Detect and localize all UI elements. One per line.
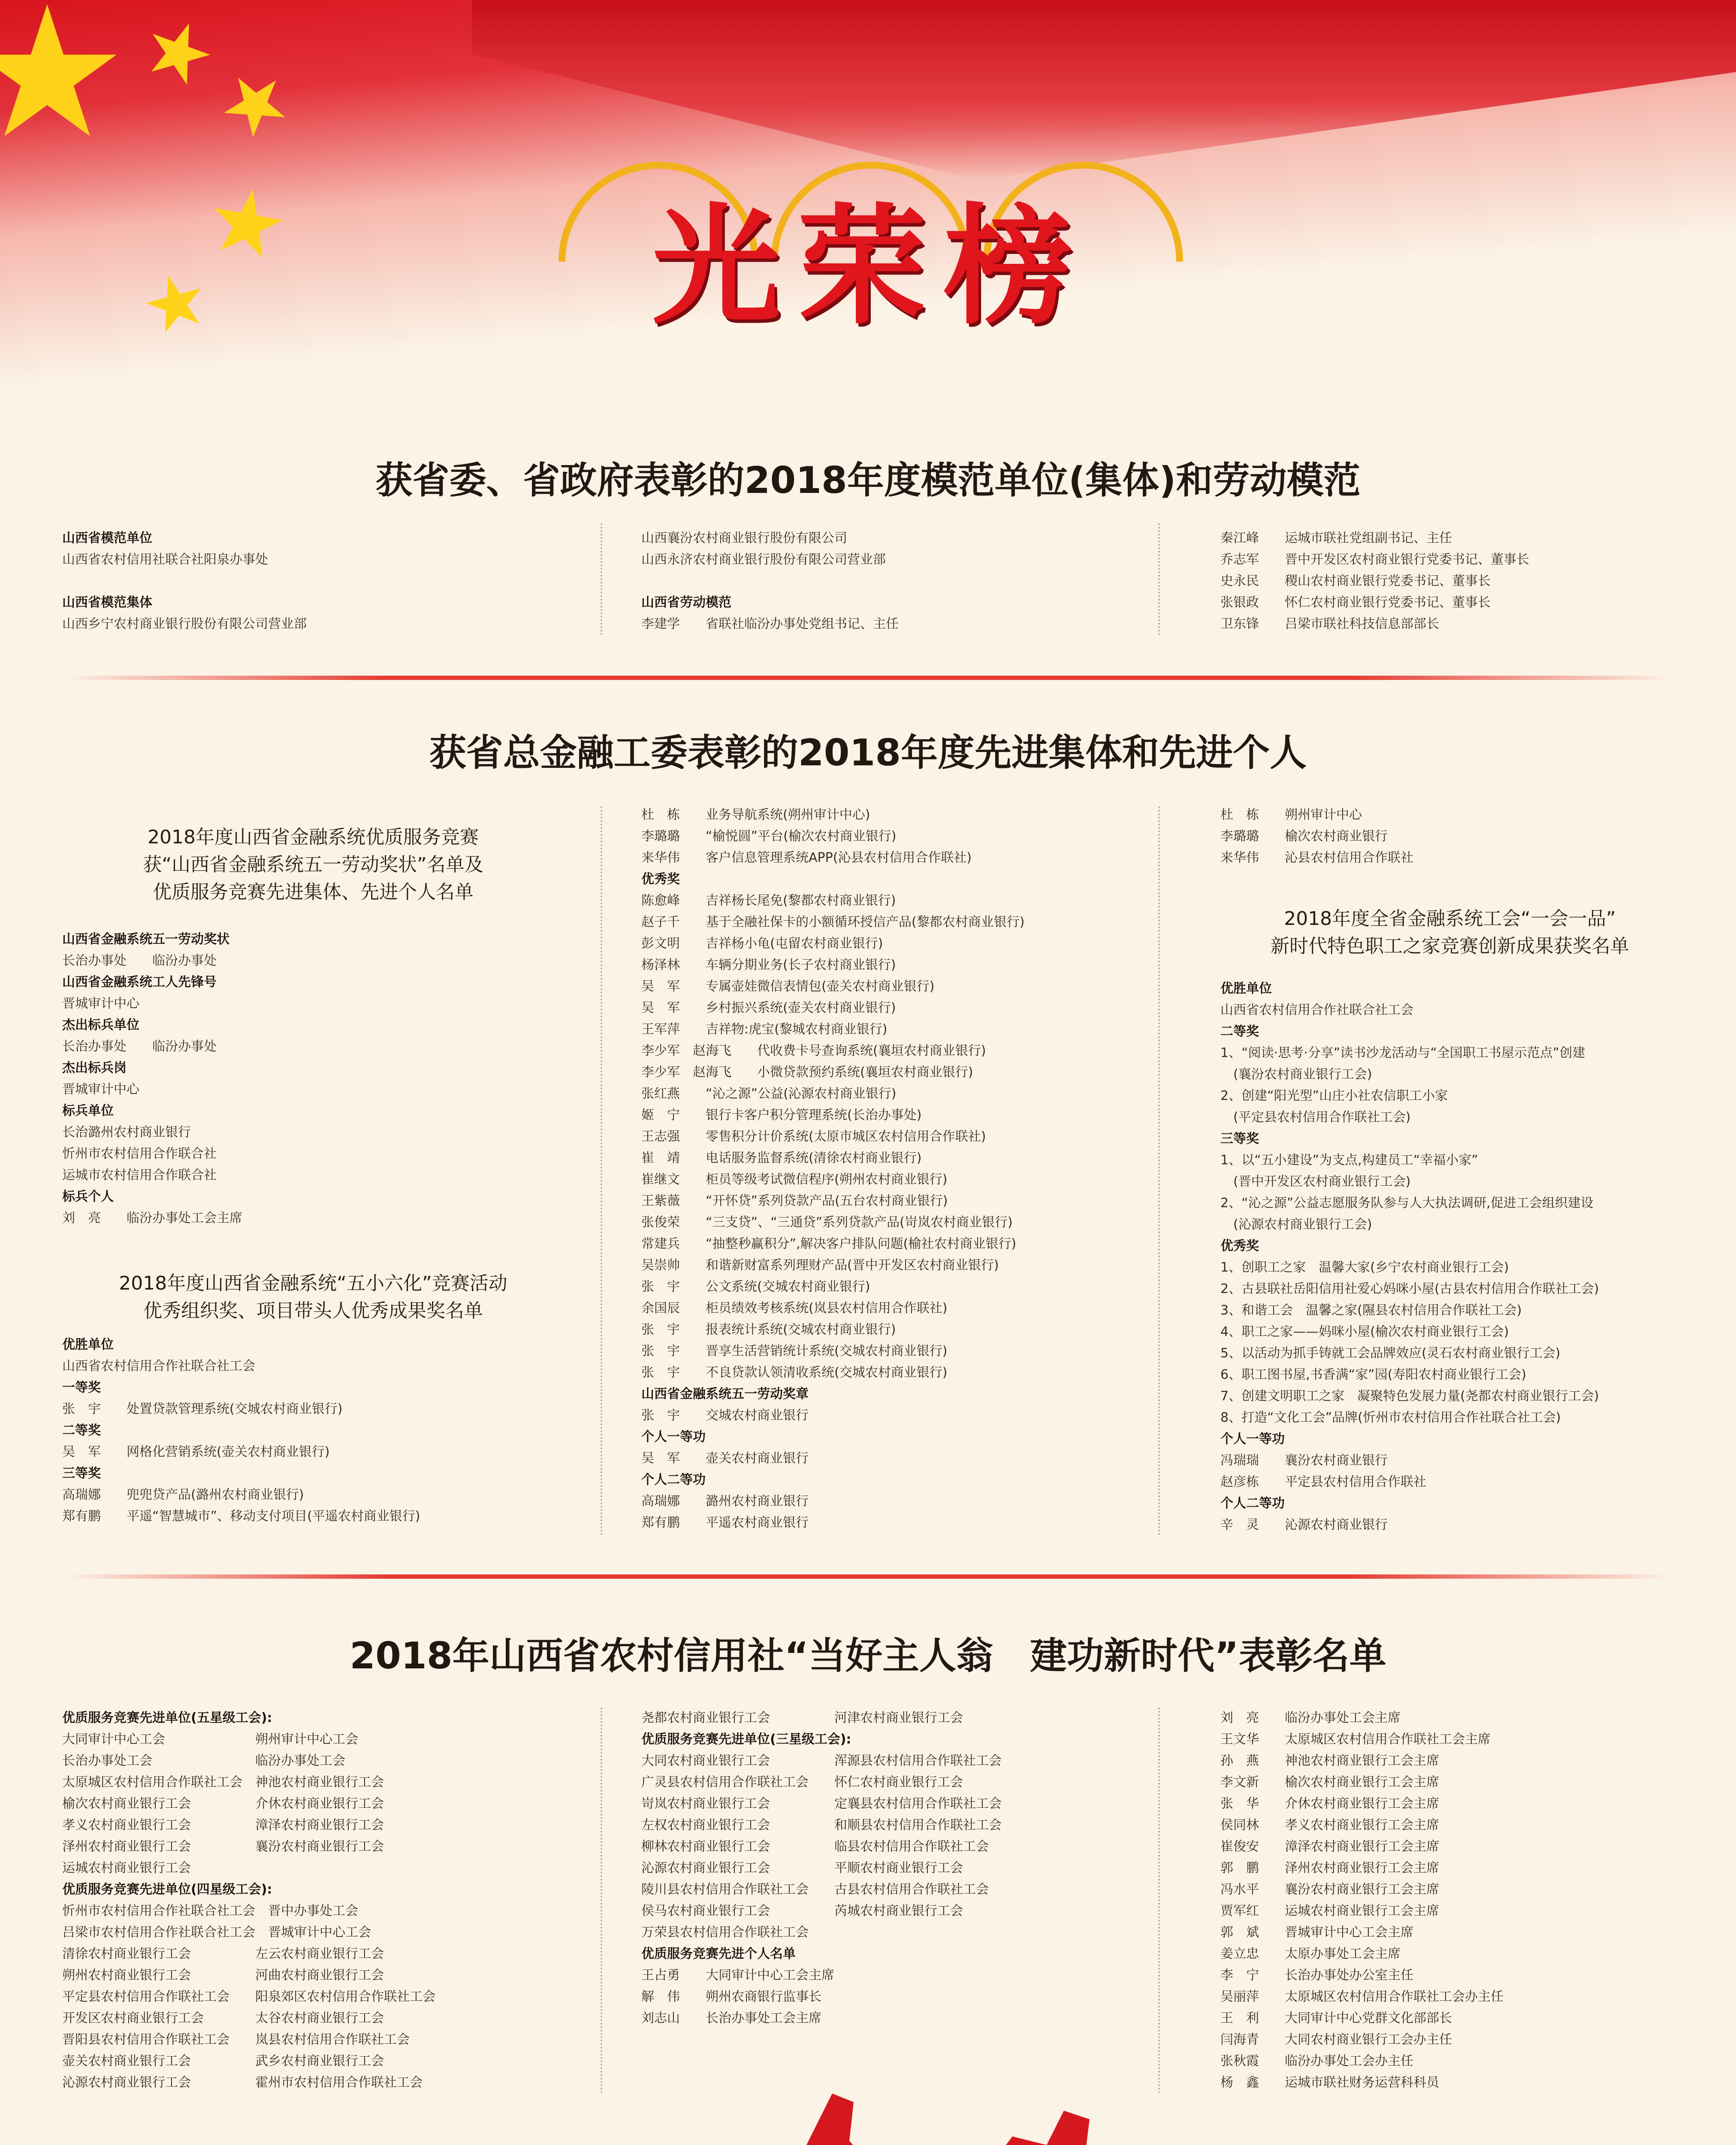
category-heading: 山西省金融系统五一劳动奖章 (641, 1387, 809, 1402)
s3-column-1 (62, 1707, 435, 2094)
list-item: 李文新 榆次农村商业银行工会主席 (1220, 1775, 1439, 1790)
category-heading: 个人一等功 (641, 1429, 706, 1444)
list-item: 解 伟 朔州农商银行监事长 (641, 1989, 821, 2004)
list-item: 张 宇 交城农村商业银行 (641, 1408, 809, 1423)
list-item: 平定县农村信用合作联社工会 阳泉郊区农村信用合作联社工会 (62, 1989, 435, 2004)
category-heading: 山西省劳动模范 (641, 595, 731, 610)
list-item: 贾军红 运城农村商业银行工会主席 (1220, 1903, 1439, 1918)
s1-column-2 (641, 528, 899, 635)
list-item: 王占勇 大同审计中心工会主席 (641, 1968, 834, 1983)
list-item: 余国辰 柜员绩效考核系统(岚县农村信用合作联社) (641, 1301, 948, 1316)
list-item: 1、以“五小建设”为支点,构建员工“幸福小家” (1220, 1153, 1478, 1168)
list-item: 崔俊安 漳泽农村商业银行工会主席 (1220, 1839, 1439, 1854)
category-heading: 三等奖 (1220, 1131, 1259, 1146)
list-item: 张俊荣 “三支贷”、“三通贷”系列贷款产品(岢岚农村商业银行) (641, 1215, 1013, 1230)
category-heading: 杰出标兵单位 (62, 1018, 139, 1033)
list-item: 尧都农村商业银行工会 河津农村商业银行工会 (641, 1710, 963, 1725)
list-item: 刘 亮 临汾办事处工会主席 (62, 1211, 242, 1226)
list-item: 崔继文 柜员等级考试微信程序(朔州农村商业银行) (641, 1172, 948, 1187)
section-3-heading: 2018年山西省农村信用社“当好主人翁 建功新时代”表彰名单 (350, 1634, 1386, 1677)
category-heading: 三等奖 (62, 1466, 101, 1481)
list-item: 彭文明 吉祥杨小龟(屯留农村商业银行) (641, 936, 883, 951)
list-item: 晋城审计中心 (62, 1082, 139, 1097)
list-item: 李少军 赵海飞 代收费卡号查询系统(襄垣农村商业银行) (641, 1043, 986, 1058)
subheading-line: 优秀组织奖、项目带头人优秀成果奖名单 (143, 1300, 483, 1322)
s2-column-1a (62, 929, 242, 1229)
list-item: 侯同林 孝义农村商业银行工会主席 (1220, 1818, 1439, 1833)
list-item: 运城市农村信用合作联合社 (62, 1168, 217, 1183)
list-item: 崔 靖 电话服务监督系统(清徐农村商业银行) (641, 1151, 922, 1166)
list-item: 运城农村商业银行工会 (62, 1861, 191, 1876)
category-heading: 山西省模范单位 (62, 531, 152, 546)
list-item: 沁源农村商业银行工会 平顺农村商业银行工会 (641, 1861, 963, 1876)
category-heading: 优质服务竞赛先进个人名单 (641, 1946, 796, 1961)
list-item: 郭 斌 晋城审计中心工会主席 (1220, 1925, 1413, 1940)
list-item: 吕梁市农村信用合作社联合社工会 晋城审计中心工会 (62, 1925, 371, 1940)
list-item: 3、和谐工会 温馨之家(隰县农村信用合作联社工会) (1220, 1303, 1522, 1318)
list-item: 万荣县农村信用合作联社工会 (641, 1925, 809, 1940)
list-item: 王志强 零售积分计价系统(太原市城区农村信用合作联社) (641, 1129, 986, 1144)
list-item: 王军萍 吉祥物:虎宝(黎城农村商业银行) (641, 1022, 888, 1037)
list-item: 开发区农村商业银行工会 太谷农村商业银行工会 (62, 2011, 384, 2026)
list-item: 5、以活动为抓手铸就工会品牌效应(灵石农村商业银行工会) (1220, 1346, 1561, 1361)
list-item: 陵川县农村信用合作联社工会 古县农村信用合作联社工会 (641, 1882, 989, 1897)
list-item: 赵彦栋 平定县农村信用合作联社 (1220, 1474, 1426, 1489)
list-item: 太原城区农村信用合作联社工会 神池农村商业银行工会 (62, 1775, 384, 1790)
list-item: 吴崇帅 和谐新财富系列理财产品(晋中开发区农村商业银行) (641, 1258, 999, 1273)
list-item: (襄汾农村商业银行工会) (1220, 1067, 1372, 1082)
s2-column-2 (641, 804, 1024, 1534)
list-item: 乔志军 晋中开发区农村商业银行党委书记、董事长 (1220, 552, 1529, 567)
list-item: 王紫薇 “开怀贷”系列贷款产品(五台农村商业银行) (641, 1193, 948, 1208)
list-item: 泽州农村商业银行工会 襄汾农村商业银行工会 (62, 1839, 384, 1854)
small-star-icon (210, 189, 283, 262)
s2-subheading-3 (1184, 905, 1716, 960)
list-item: 张 宇 处置贷款管理系统(交城农村商业银行) (62, 1402, 343, 1417)
list-item: 山西永济农村商业银行股份有限公司营业部 (641, 552, 886, 567)
list-item: 7、创建文明职工之家 凝聚特色发展力量(尧都农村商业银行工会) (1220, 1389, 1599, 1404)
list-item: 秦江峰 运城市联社党组副书记、主任 (1220, 531, 1452, 546)
list-item: 2、古县联社岳阳信用社爱心妈咪小屋(古县农村信用合作联社工会) (1220, 1281, 1599, 1296)
list-item: 侯马农村商业银行工会 芮城农村商业银行工会 (641, 1903, 963, 1918)
category-heading: 二等奖 (62, 1423, 101, 1438)
list-item: 山西省农村信用合作社联合社工会 (62, 1359, 255, 1374)
subheading-line: 2018年度山西省金融系统“五小六化”竞赛活动 (119, 1272, 507, 1294)
list-item: 壶关农村商业银行工会 武乡农村商业银行工会 (62, 2054, 384, 2069)
list-item: 山西省农村信用社联合社阳泉办事处 (62, 552, 268, 567)
subheading-line: 2018年度全省金融系统工会“一会一品” (1284, 908, 1616, 930)
category-heading: 优胜单位 (1220, 981, 1272, 996)
list-item: 辛 灵 沁源农村商业银行 (1220, 1517, 1388, 1532)
list-item: 大同农村商业银行工会 浑源县农村信用合作联社工会 (641, 1753, 1002, 1768)
list-item: 2、“沁之源”公益志愿服务队参与人大执法调研,促进工会组织建设 (1220, 1196, 1594, 1211)
subheading-line: 优质服务竞赛先进集体、先进个人名单 (153, 881, 474, 903)
list-item: 姬 宁 银行卡客户积分管理系统(长治办事处) (641, 1108, 922, 1123)
list-item: 张红燕 “沁之源”公益(沁源农村商业银行) (641, 1086, 897, 1101)
list-item: 陈愈峰 吉祥杨长尾免(黎都农村商业银行) (641, 893, 896, 908)
list-item: 长治办事处 临汾办事处 (62, 953, 217, 968)
list-item: 山西乡宁农村商业银行股份有限公司营业部 (62, 616, 307, 631)
category-heading: 优胜单位 (62, 1337, 114, 1352)
small-star-icon (146, 21, 210, 86)
list-item: 岢岚农村商业银行工会 定襄县农村信用合作联社工会 (641, 1796, 1002, 1811)
list-item: 李少军 赵海飞 小微贷款预约系统(襄垣农村商业银行) (641, 1065, 973, 1080)
list-item: 长治潞州农村商业银行 (62, 1125, 191, 1140)
list-item: 山西省农村信用合作社联合社工会 (1220, 1003, 1413, 1018)
list-item: 姜立忠 太原办事处工会主席 (1220, 1946, 1401, 1961)
column-divider (601, 523, 602, 635)
list-item: 吴 军 网格化营销系统(壶关农村商业银行) (62, 1444, 330, 1459)
list-item: 杨泽林 车辆分期业务(长子农村商业银行) (641, 958, 896, 973)
spacer (641, 571, 899, 592)
list-item: 冯瑞瑞 襄汾农村商业银行 (1220, 1453, 1388, 1468)
category-heading: 优秀奖 (641, 872, 680, 887)
list-item: 刘 亮 临汾办事处工会主席 (1220, 1710, 1401, 1725)
list-item: 张银政 怀仁农村商业银行党委书记、董事长 (1220, 595, 1491, 610)
large-star-icon (0, 4, 120, 150)
category-heading: 优秀奖 (1220, 1239, 1259, 1254)
category-heading: 山西省模范集体 (62, 595, 152, 610)
list-item: 闫海青 大同农村商业银行工会办主任 (1220, 2032, 1452, 2047)
subheading-line: 新时代特色职工之家竞赛创新成果获奖名单 (1271, 935, 1629, 957)
list-item: 吴 军 专属壶娃微信表情包(壶关农村商业银行) (641, 979, 935, 994)
list-item: 1、创职工之家 温馨大家(乡宁农村商业银行工会) (1220, 1260, 1509, 1275)
subheading-line: 2018年度山西省金融系统优质服务竞赛 (148, 826, 479, 848)
spacer (62, 571, 307, 592)
list-item: 李建学 省联社临汾办事处党组书记、主任 (641, 616, 899, 631)
s3-column-3 (1220, 1707, 1504, 2094)
category-heading: 二等奖 (1220, 1024, 1259, 1039)
list-item: 杜 栋 朔州审计中心 (1220, 807, 1362, 822)
s1-column-1 (62, 528, 307, 635)
list-item: 杨 鑫 运城市联社财务运营科科员 (1220, 2075, 1439, 2090)
category-heading: 标兵单位 (62, 1103, 114, 1118)
list-item: 刘志山 长治办事处工会主席 (641, 2011, 821, 2026)
list-item: 大同审计中心工会 朔州审计中心工会 (62, 1732, 358, 1747)
list-item: 郭 鹏 泽州农村商业银行工会主席 (1220, 1861, 1439, 1876)
list-item: 4、职工之家——妈咪小屋(榆次农村商业银行工会) (1220, 1324, 1509, 1339)
list-item: 王 利 大同审计中心党群文化部部长 (1220, 2011, 1452, 2026)
column-divider (601, 1707, 602, 2094)
s3-column-2 (641, 1707, 1002, 2029)
list-item: 忻州市农村信用合作联合社 (62, 1146, 217, 1161)
list-item: 来华伟 沁县农村信用合作联社 (1220, 850, 1413, 865)
list-item: 高瑞娜 兜兜贷产品(潞州农村商业银行) (62, 1487, 304, 1502)
column-divider (601, 807, 602, 1536)
list-item: 常建兵 “抽整秒赢积分”,解决客户排队问题(榆社农村商业银行) (641, 1236, 1017, 1251)
list-item: 孝义农村商业银行工会 漳泽农村商业银行工会 (62, 1818, 384, 1833)
page-title: 光荣榜 (652, 190, 1090, 341)
list-item: 清徐农村商业银行工会 左云农村商业银行工会 (62, 1946, 384, 1961)
workers-cityscape-illustration (0, 2042, 1736, 2145)
category-heading: 个人二等功 (1220, 1496, 1285, 1511)
list-item: 晋阳县农村信用合作联社工会 岚县农村信用合作联社工会 (62, 2032, 410, 2047)
list-item: 张 宇 报表统计系统(交城农村商业银行) (641, 1322, 896, 1337)
list-item: 左权农村商业银行工会 和顺县农村信用合作联社工会 (641, 1818, 1002, 1833)
column-divider (1158, 807, 1160, 1536)
section-2-heading: 获省总金融工委表彰的2018年度先进集体和先进个人 (429, 731, 1307, 774)
list-item: 长治办事处 临汾办事处 (62, 1039, 217, 1054)
list-item: 朔州农村商业银行工会 河曲农村商业银行工会 (62, 1968, 384, 1983)
small-star-icon (146, 275, 206, 335)
list-item: 郑有鹏 平遥农村商业银行 (641, 1515, 809, 1530)
subheading-line: 获“山西省金融系统五一劳动奖状”名单及 (143, 854, 483, 876)
category-heading: 杰出标兵岗 (62, 1060, 127, 1076)
list-item: 杜 栋 业务导航系统(朔州审计中心) (641, 807, 870, 822)
category-heading: 优质服务竞赛先进单位(三星级工会): (641, 1732, 851, 1747)
list-item: 山西襄汾农村商业银行股份有限公司 (641, 531, 847, 546)
list-item: 张秋霞 临汾办事处工会办主任 (1220, 2054, 1413, 2069)
list-item: 沁源农村商业银行工会 霍州市农村信用合作联社工会 (62, 2075, 423, 2090)
category-heading: 个人二等功 (641, 1472, 706, 1487)
category-heading: 标兵个人 (62, 1189, 114, 1204)
list-item: 2、创建“阳光型”山庄小社农信职工小家 (1220, 1088, 1448, 1103)
section-1-heading: 获省委、省政府表彰的2018年度模范单位(集体)和劳动模范 (375, 459, 1361, 502)
list-item: 王文华 太原城区农村信用合作联社工会主席 (1220, 1732, 1491, 1747)
column-divider (1158, 1707, 1160, 2094)
list-item: 来华伟 客户信息管理系统APP(沁县农村信用合作联社) (641, 850, 972, 865)
list-item: 8、打造“文化工会”品牌(忻州市农村信用合作社联合社工会) (1220, 1410, 1561, 1425)
small-star-icon (223, 73, 287, 137)
list-item: 李璐璐 榆次农村商业银行 (1220, 829, 1388, 844)
list-item: (沁源农村商业银行工会) (1220, 1217, 1372, 1232)
category-heading: 山西省金融系统五一劳动奖状 (62, 932, 229, 947)
category-heading: 一等奖 (62, 1380, 101, 1395)
s2-subheading-1 (43, 824, 583, 906)
category-heading: 优质服务竞赛先进单位(四星级工会): (62, 1882, 272, 1897)
list-item: 孙 燕 神池农村商业银行工会主席 (1220, 1753, 1439, 1768)
s2-column-3b (1220, 978, 1599, 1536)
list-item: 李璐璐 “榆悦圆”平台(榆次农村商业银行) (641, 829, 897, 844)
list-item: 郑有鹏 平遥“智慧城市”、移动支付项目(平遥农村商业银行) (62, 1509, 420, 1524)
list-item: 柳林农村商业银行工会 临县农村信用合作联社工会 (641, 1839, 989, 1854)
list-item: 广灵县农村信用合作联社工会 怀仁农村商业银行工会 (641, 1775, 963, 1790)
list-item: 6、职工图书屋,书香满“家”园(寿阳农村商业银行工会) (1220, 1367, 1527, 1382)
s1-column-3 (1220, 528, 1529, 635)
list-item: 李 宁 长治办事处办公室主任 (1220, 1968, 1413, 1983)
s2-column-3a (1220, 804, 1413, 869)
list-item: 卫东锋 吕梁市联社科技信息部部长 (1220, 616, 1439, 631)
list-item: 赵子千 基于全融社保卡的小额循环授信产品(黎都农村商业银行) (641, 915, 1025, 930)
list-item: 吴丽萍 太原城区农村信用合作联社工会办主任 (1220, 1989, 1504, 2004)
section-divider (64, 1574, 1672, 1579)
list-item: 1、“阅读·思考·分享”读书沙龙活动与“全国职工书屋示范点”创建 (1220, 1045, 1585, 1060)
list-item: 张 宇 晋享生活营销统计系统(交城农村商业银行) (641, 1344, 948, 1359)
list-item: 长治办事处工会 临汾办事处工会 (62, 1753, 345, 1768)
list-item: 晋城审计中心 (62, 996, 139, 1011)
column-divider (1158, 523, 1160, 635)
list-item: 张 华 介休农村商业银行工会主席 (1220, 1796, 1439, 1811)
list-item: (平定县农村信用合作联社工会) (1220, 1110, 1411, 1125)
list-item: 吴 军 壶关农村商业银行 (641, 1451, 809, 1466)
list-item: (晋中开发区农村商业银行工会) (1220, 1174, 1411, 1189)
list-item: 吴 军 乡村振兴系统(壶关农村商业银行) (641, 1000, 896, 1015)
category-heading: 山西省金融系统工人先锋号 (62, 975, 217, 990)
list-item: 史永民 稷山农村商业银行党委书记、董事长 (1220, 574, 1491, 589)
category-heading: 个人一等功 (1220, 1432, 1285, 1447)
category-heading: 优质服务竞赛先进单位(五星级工会): (62, 1710, 272, 1725)
list-item: 榆次农村商业银行工会 介休农村商业银行工会 (62, 1796, 384, 1811)
list-item: 高瑞娜 潞州农村商业银行 (641, 1494, 809, 1509)
list-item: 张 宇 不良贷款认领清收系统(交城农村商业银行) (641, 1365, 948, 1380)
list-item: 张 宇 公文系统(交城农村商业银行) (641, 1279, 870, 1294)
list-item: 忻州市农村信用合作社联合社工会 晋中办事处工会 (62, 1903, 358, 1918)
section-divider (64, 676, 1672, 680)
s2-column-1b (62, 1334, 420, 1527)
s2-subheading-2 (43, 1270, 583, 1325)
list-item: 冯水平 襄汾农村商业银行工会主席 (1220, 1882, 1439, 1897)
